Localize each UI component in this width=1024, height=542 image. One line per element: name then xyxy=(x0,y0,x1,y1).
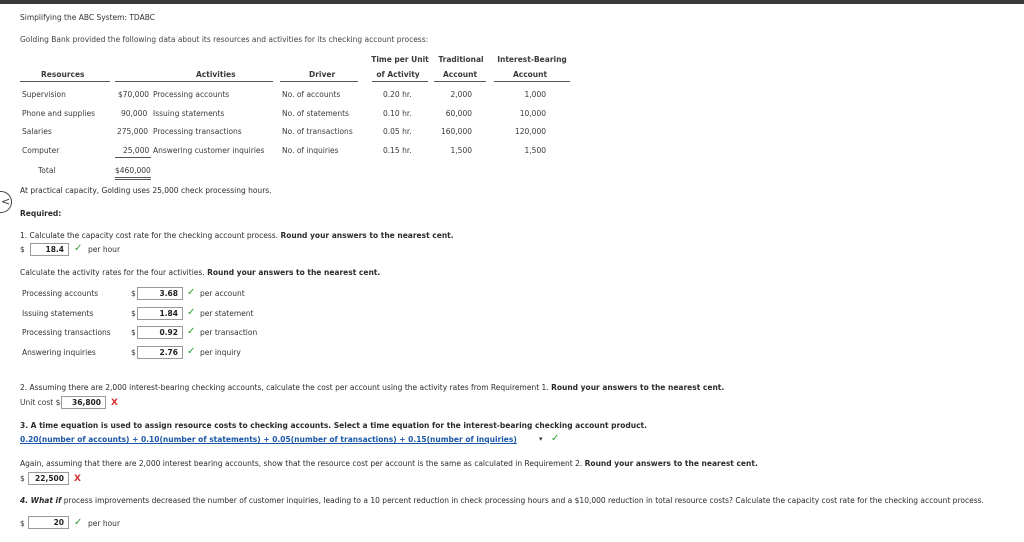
row-amount: 25,000 xyxy=(123,146,150,155)
q4-prompt xyxy=(20,496,984,505)
activity-rate-input[interactable]: 1.84 xyxy=(137,307,183,320)
correct-check-icon: ✓ xyxy=(74,517,83,528)
correct-check-icon: ✓ xyxy=(551,433,560,444)
activity-rate-label: Processing transactions xyxy=(22,328,111,337)
row-trad: 60,000 xyxy=(445,109,472,118)
header-rule xyxy=(372,81,428,82)
header-rule xyxy=(434,81,486,82)
q4-text: process improvements decreased the number of customer inquiries, leading to a 10 percent reduction in check processing hours and a $10,000 reduction in total resource costs? Calculate the capacity cost rate for the checking account process. xyxy=(63,496,984,505)
q2-round-note: Round your answers to the nearest cent. xyxy=(551,383,725,392)
chevron-left-icon: < xyxy=(1,195,11,208)
q3-prompt: 3. A time equation is used to assign resource costs to checking accounts. Select a time equation for the interest-bearing checking account product. xyxy=(20,421,647,430)
correct-check-icon: ✓ xyxy=(187,326,196,337)
row-time: 0.05 hr. xyxy=(383,127,412,136)
row-driver: No. of transactions xyxy=(282,127,353,136)
row-int: 120,000 xyxy=(514,127,546,136)
total-label: Total xyxy=(38,166,56,175)
subtotal-rule xyxy=(115,157,151,158)
q1-prompt xyxy=(20,231,454,240)
activity-rate-currency: $ xyxy=(131,328,136,337)
header-trad-line2: Account xyxy=(442,70,478,79)
q3-again-text: Again, assuming that there are 2,000 interest bearing accounts, show that the resource cost per account is the same as calculated in Requirement 2. xyxy=(20,459,583,468)
activity-rate-input[interactable]: 3.68 xyxy=(137,287,183,300)
total-rule xyxy=(115,177,151,178)
activity-rates-text: Calculate the activity rates for the four activities. xyxy=(20,268,205,277)
q4-answer-input[interactable]: 20 xyxy=(28,516,69,529)
header-int-line1: Interest-Bearing xyxy=(497,55,567,64)
header-rule xyxy=(115,81,273,82)
q2-prompt xyxy=(20,383,724,392)
activity-rate-unit: per statement xyxy=(200,309,254,318)
row-activity: Answering customer inquiries xyxy=(153,146,265,155)
total-amount: $460,000 xyxy=(115,166,151,175)
row-trad: 1,500 xyxy=(450,146,472,155)
header-driver: Driver xyxy=(309,70,336,79)
header-rule xyxy=(494,81,570,82)
time-equation-select[interactable]: 0.20(number of accounts) + 0.10(number of statements) + 0.05(number of transactions) + 0.15(number of inquiries) xyxy=(20,435,517,444)
row-int: 1,000 xyxy=(524,90,546,99)
correct-check-icon: ✓ xyxy=(187,346,196,357)
capacity-note: At practical capacity, Golding uses 25,000 check processing hours. xyxy=(20,186,272,195)
header-time-line2: of Activity xyxy=(376,70,420,79)
page-title: Simplifying the ABC System: TDABC xyxy=(20,13,155,22)
row-amount: 275,000 xyxy=(117,127,149,136)
activity-rate-label: Issuing statements xyxy=(22,309,94,318)
activity-rate-input[interactable]: 2.76 xyxy=(137,346,183,359)
q1-unit: per hour xyxy=(88,245,121,254)
chevron-down-icon[interactable]: ▾ xyxy=(539,435,543,443)
header-rule xyxy=(280,81,358,82)
correct-check-icon: ✓ xyxy=(187,307,196,318)
row-time: 0.15 hr. xyxy=(383,146,412,155)
header-time-line1: Time per Unit xyxy=(371,55,429,64)
row-trad: 160,000 xyxy=(440,127,472,136)
row-activity: Processing transactions xyxy=(153,127,242,136)
row-activity: Issuing statements xyxy=(153,109,225,118)
row-time: 0.10 hr. xyxy=(383,109,412,118)
activity-rate-label: Processing accounts xyxy=(22,289,99,298)
activity-rate-currency: $ xyxy=(131,309,136,318)
header-int-line2: Account xyxy=(512,70,548,79)
row-resource: Phone and supplies xyxy=(22,109,95,118)
activity-rate-currency: $ xyxy=(131,348,136,357)
activity-rate-label: Answering inquiries xyxy=(22,348,96,357)
incorrect-x-icon: X xyxy=(74,474,81,484)
q1-text: 1. Calculate the capacity cost rate for the checking account process. xyxy=(20,231,279,240)
activity-rate-unit: per inquiry xyxy=(200,348,241,357)
q2-label: Unit cost $ xyxy=(20,398,61,407)
row-int: 1,500 xyxy=(524,146,546,155)
row-time: 0.20 hr. xyxy=(383,90,412,99)
q3-currency: $ xyxy=(20,474,25,483)
q4-what-if: 4. What if xyxy=(20,496,62,505)
q1-answer-input[interactable]: 18.4 xyxy=(30,243,69,256)
incorrect-x-icon: X xyxy=(111,398,118,408)
q4-unit: per hour xyxy=(88,519,121,528)
header-resources: Resources xyxy=(41,70,85,79)
activity-rate-currency: $ xyxy=(131,289,136,298)
top-bar xyxy=(0,0,1024,4)
row-int: 10,000 xyxy=(519,109,546,118)
correct-check-icon: ✓ xyxy=(74,243,83,254)
row-amount: 90,000 xyxy=(121,109,148,118)
activity-rate-unit: per account xyxy=(200,289,245,298)
back-nav-button[interactable] xyxy=(0,191,12,213)
q3-again-round-note: Round your answers to the nearest cent. xyxy=(584,459,758,468)
q3-answer-input[interactable]: 22,500 xyxy=(28,472,69,485)
q3-again-prompt xyxy=(20,459,758,468)
row-resource: Salaries xyxy=(22,127,52,136)
activity-rate-unit: per transaction xyxy=(200,328,258,337)
row-resource: Computer xyxy=(22,146,60,155)
intro-text: Golding Bank provided the following data about its resources and activities for its checking account process: xyxy=(20,35,429,44)
required-label: Required: xyxy=(20,209,62,218)
q2-answer-input[interactable]: 36,800 xyxy=(61,396,106,409)
row-driver: No. of statements xyxy=(282,109,349,118)
correct-check-icon: ✓ xyxy=(187,287,196,298)
row-resource: Supervision xyxy=(22,90,66,99)
activity-rates-round-note: Round your answers to the nearest cent. xyxy=(207,268,381,277)
activity-rate-input[interactable]: 0.92 xyxy=(137,326,183,339)
header-trad-line1: Traditional xyxy=(438,55,484,64)
row-trad: 2,000 xyxy=(450,90,472,99)
activity-rates-prompt xyxy=(20,268,380,277)
q2-text: 2. Assuming there are 2,000 interest-bearing checking accounts, calculate the cost per account using the activity rates from Requirement 1. xyxy=(20,383,549,392)
row-activity: Processing accounts xyxy=(153,90,230,99)
row-amount: $70,000 xyxy=(118,90,150,99)
row-driver: No. of accounts xyxy=(282,90,341,99)
header-activities: Activities xyxy=(196,70,236,79)
q1-round-note: Round your answers to the nearest cent. xyxy=(280,231,454,240)
q1-currency: $ xyxy=(20,245,25,254)
header-rule xyxy=(20,81,110,82)
row-driver: No. of inquiries xyxy=(282,146,339,155)
q4-currency: $ xyxy=(20,519,25,528)
total-rule xyxy=(115,179,151,180)
